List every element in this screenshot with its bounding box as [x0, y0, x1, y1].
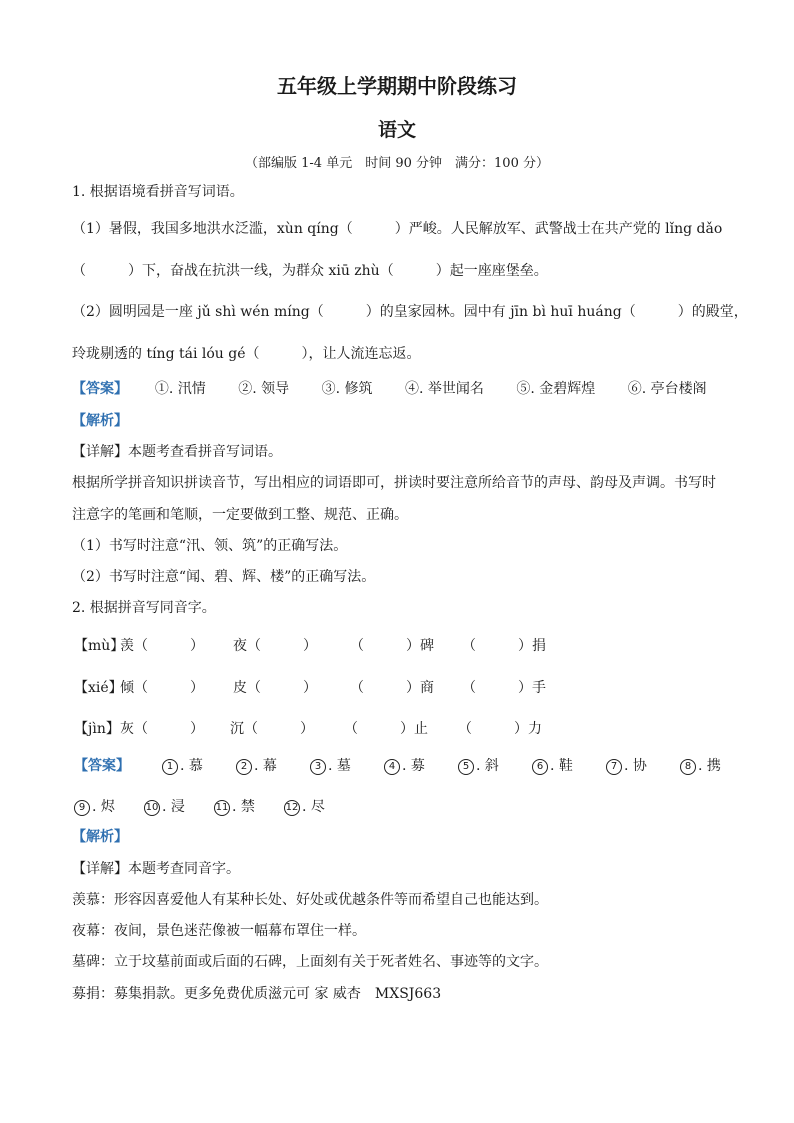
- subject-title: 语文: [377, 119, 416, 141]
- q1-stem: 1. 根据语境看拼音写词语。: [72, 184, 244, 200]
- fill-cell: 灰（ ）: [120, 721, 204, 737]
- answer-character: . 浸: [162, 799, 185, 815]
- fill-cell: （ ）碑: [350, 638, 434, 654]
- answer-number: 12: [284, 800, 300, 816]
- answer-number: 7: [606, 759, 622, 775]
- pinyin-label: 【jìn】: [74, 721, 120, 737]
- pinyin-label: 【xié】: [74, 680, 123, 696]
- answer-number: 2: [236, 759, 252, 775]
- q1-explanation-2: 注意字的笔画和笔顺，一定要做到工整、规范、正确。: [72, 507, 408, 523]
- q1-para2-line1: （2）圆明园是一座 jǔ shì wén míng（ ）的皇家园林。园中有 jīn bì huī huáng（ ）的殿堂，: [72, 304, 748, 320]
- answer-character: . 协: [624, 758, 647, 774]
- q1-para2-line2: 玲珑剔透的 tíng tái lóu gé（ ），让人流连忘返。: [72, 346, 421, 362]
- answer-label: 【答案】: [72, 381, 128, 397]
- fill-cell: （ ）商: [350, 680, 434, 696]
- fill-cell: （ ）手: [462, 680, 546, 696]
- q1-para1-line2: （ ）下，奋战在抗洪一线，为群众 xiū zhù（ ）起一座座堡垒。: [72, 263, 548, 279]
- exam-info: （部编版 1-4 单元 时间 90 分钟 满分：100 分）: [245, 156, 549, 171]
- answer-character: . 尽: [302, 799, 325, 815]
- answer-number: 8: [680, 759, 696, 775]
- q1-explanation-4: （2）书写时注意“闻、碧、辉、楼”的正确写法。: [72, 569, 376, 585]
- answer-item: ⑥. 亭台楼阁: [627, 381, 707, 397]
- fill-cell: （ ）止: [344, 721, 428, 737]
- q1-explanation-3: （1）书写时注意“汛、领、筑”的正确写法。: [72, 538, 348, 554]
- q2-explanation-3: 墓碑：立于坟墓前面或后面的石碑，上面刻有关于死者姓名、事迹等的文字。: [72, 954, 548, 970]
- answer-character: . 斜: [476, 758, 499, 774]
- q2-explanation-1: 羡慕：形容因喜爱他人有某种长处、好处或优越条件等而希望自己也能达到。: [72, 892, 548, 908]
- q2-stem: 2. 根据拼音写同音字。: [72, 600, 216, 616]
- answer-number: 1: [162, 759, 178, 775]
- answer-item: ②. 领导: [238, 381, 290, 397]
- fill-cell: （ ）力: [458, 721, 542, 737]
- q1-analysis-label: 【解析】: [72, 413, 128, 429]
- answer-character: . 烬: [92, 799, 115, 815]
- answer-number: 10: [144, 800, 160, 816]
- q1-detail: 【详解】本题考查看拼音写词语。: [72, 444, 282, 460]
- fill-cell: 羡（ ）: [120, 638, 204, 654]
- answer-character: . 幕: [254, 758, 277, 774]
- answer-item: [284, 796, 325, 816]
- answer-item: [458, 755, 499, 775]
- answer-item: [236, 755, 277, 775]
- answer-item: [214, 796, 255, 816]
- answer-number: 6: [532, 759, 548, 775]
- q1-answer-row: [72, 380, 735, 398]
- answer-character: . 募: [402, 758, 425, 774]
- q1-explanation-1: 根据所学拼音知识拼读音节，写出相应的词语即可，拼读时要注意所给音节的声母、韵母及声调。书写时: [72, 475, 716, 491]
- answer-number: 4: [384, 759, 400, 775]
- answer-item: [162, 755, 203, 775]
- answer-character: . 禁: [232, 799, 255, 815]
- document-title: 五年级上学期期中阶段练习: [277, 74, 517, 98]
- answer-item: ①. 汛情: [154, 381, 206, 397]
- q2-explanation-2: 夜幕：夜间，景色迷茫像被一幅幕布罩住一样。: [72, 923, 366, 939]
- answer-character: . 携: [698, 758, 721, 774]
- fill-cell: （ ）捐: [462, 638, 546, 654]
- answer-item: [384, 755, 425, 775]
- q2-explanation-4: 募捐：募集捐款。更多免费优质滋元可 家 威杏 MXSJ663: [72, 986, 442, 1002]
- q2-answer-label: 【答案】: [74, 758, 130, 774]
- answer-item: [606, 755, 647, 775]
- answer-item: ⑤. 金碧辉煌: [516, 381, 596, 397]
- fill-cell: 皮（ ）: [233, 680, 317, 696]
- answer-character: . 慕: [180, 758, 203, 774]
- answer-item: ③. 修筑: [321, 381, 373, 397]
- answer-number: 11: [214, 800, 230, 816]
- answer-item: [74, 796, 115, 816]
- q2-detail: 【详解】本题考查同音字。: [72, 861, 240, 877]
- answer-item: [532, 755, 573, 775]
- q2-analysis-label: 【解析】: [72, 829, 128, 845]
- fill-cell: 倾（ ）: [120, 680, 204, 696]
- answer-item: [310, 755, 351, 775]
- answer-item: ④. 举世闻名: [404, 381, 484, 397]
- fill-cell: 沉（ ）: [230, 721, 314, 737]
- answer-number: 3: [310, 759, 326, 775]
- pinyin-label: 【mù】: [74, 638, 125, 654]
- answer-character: . 鞋: [550, 758, 573, 774]
- answer-number: 9: [74, 800, 90, 816]
- answer-item: [144, 796, 185, 816]
- q1-para1-line1: （1）暑假，我国多地洪水泛滥，xùn qíng（ ）严峻。人民解放军、武警战士在共产党的 lǐng dǎo: [72, 221, 723, 237]
- answer-character: . 墓: [328, 758, 351, 774]
- answer-item: [680, 755, 721, 775]
- answer-number: 5: [458, 759, 474, 775]
- fill-cell: 夜（ ）: [233, 638, 317, 654]
